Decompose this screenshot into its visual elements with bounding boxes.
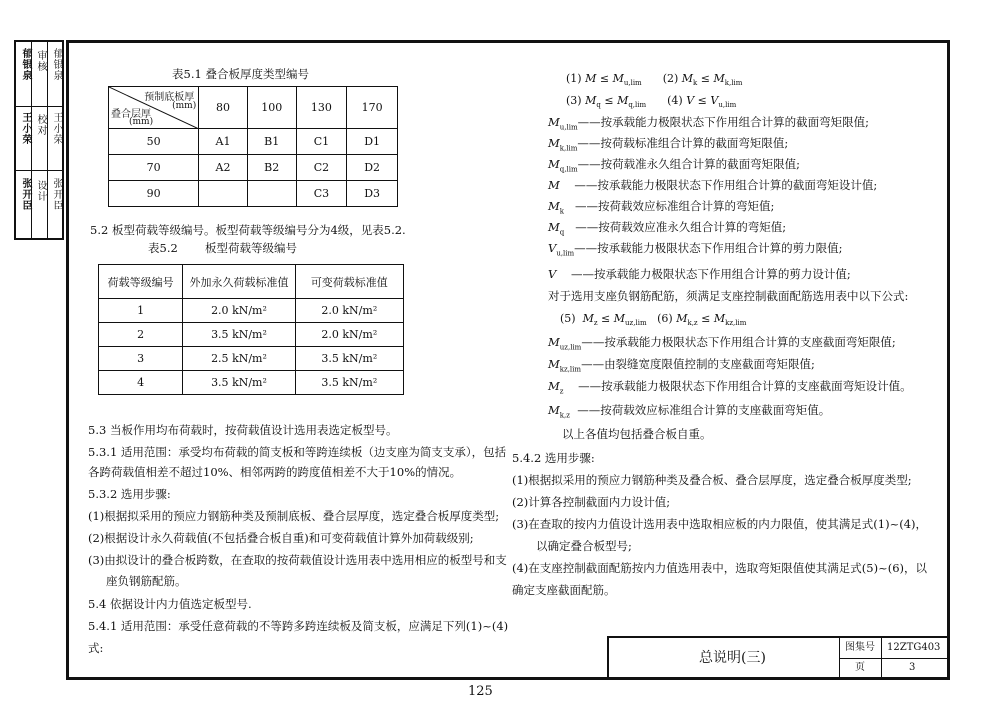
def-muz-lim: $M_{uz,lim}——$按承载能力极限状态下作用组合计算的支座截面弯矩限值; bbox=[548, 335, 896, 352]
dead-value: 2.0 bbox=[211, 304, 229, 317]
col-header: 130 bbox=[296, 87, 347, 129]
para-5-4-1-cont: 式: bbox=[88, 641, 104, 655]
table-cell: D2 bbox=[347, 155, 398, 181]
def-v: V ——按承载能力极限状态下作用组合计算的剪力设计值; bbox=[548, 267, 851, 281]
atlas-value: 12ZTG403 bbox=[887, 642, 941, 653]
unit: kN/m² bbox=[232, 328, 267, 341]
formula-5-6: (5) $M_z \le M_{uz,lim}$ (6) $M_{k,z} \le M_{kz,lim}$ bbox=[560, 312, 747, 328]
right-step-3: (3)在查取的按内力值设计选用表中选取相应板的内力限值，使其满足式(1)~(4)， bbox=[512, 517, 928, 531]
divider bbox=[16, 106, 62, 107]
header-dead-load: 外加永久荷载标准值 bbox=[183, 265, 295, 299]
dead-value: 3.5 bbox=[211, 376, 229, 389]
dead-load-cell bbox=[183, 299, 295, 323]
def-mq: $M_q$ ——按荷载效应准永久组合计算的弯矩值; bbox=[548, 220, 787, 237]
table-row bbox=[109, 129, 398, 155]
def-mk-lim: $M_{k,lim}——$按荷载标准组合计算的截面弯矩限值; bbox=[548, 136, 789, 153]
para-5-4: 5.4 依据设计内力值选定板型号. bbox=[88, 597, 252, 611]
approval-strip bbox=[14, 40, 64, 240]
divider bbox=[16, 170, 62, 171]
def-mkz-lim: $M_{kz,lim}——$由裂缝宽度限值控制的支座截面弯矩限值; bbox=[548, 357, 815, 374]
unit: kN/m² bbox=[232, 376, 267, 389]
unit: kN/m² bbox=[232, 352, 267, 365]
right-step-4-cont: 确定支座截面配筋。 bbox=[512, 583, 616, 597]
table-cell: C3 bbox=[296, 181, 347, 207]
table-5-1 bbox=[108, 86, 398, 207]
table-5-2-caption-title: 板型荷载等级编号 bbox=[205, 241, 297, 255]
proofer-name: 王小荣 bbox=[51, 112, 62, 145]
table-cell: B1 bbox=[247, 129, 296, 155]
reviewer-name: 郁银泉 bbox=[51, 48, 62, 81]
def-mkz: $M_{k,z}$ ——按荷载效应标准组合计算的支座截面弯矩值。 bbox=[548, 403, 831, 420]
def-mq-lim: $M_{q,lim}——$按荷载准永久组合计算的截面弯矩限值; bbox=[548, 157, 800, 174]
signature-1: 郁银泉 bbox=[20, 48, 31, 81]
para-5-4-2: 5.4.2 选用步骤: bbox=[512, 451, 595, 465]
live-value: 2.0 bbox=[321, 328, 339, 341]
table-5-2 bbox=[98, 264, 404, 395]
dead-value: 3.5 bbox=[211, 328, 229, 341]
header-level: 荷载等级编号 bbox=[99, 265, 183, 299]
para-5-3-2: 5.3.2 选用步骤: bbox=[88, 487, 171, 501]
role-label-proof: 校对 bbox=[35, 114, 46, 136]
table-row bbox=[99, 299, 404, 323]
step-1: (1)根据拟采用的预应力钢筋种类及预制底板、叠合层厚度，选定叠合板厚度类型; bbox=[88, 509, 500, 523]
table-row bbox=[109, 155, 398, 181]
unit: kN/m² bbox=[342, 304, 378, 317]
table-cell: A2 bbox=[199, 155, 248, 181]
divider bbox=[839, 658, 947, 659]
right-step-2: (2)计算各控制截面内力设计值; bbox=[512, 495, 671, 509]
role-label-review: 审核 bbox=[35, 50, 46, 72]
para-5-3-1-cont: 各跨荷载值相差不超过10%、相邻两跨的跨度值相差不大于10%的情况。 bbox=[88, 465, 462, 479]
def-vu-lim: $V_{u,lim}——$按承载能力极限状态下作用组合计算的剪力限值; bbox=[548, 241, 843, 258]
table-cell: C2 bbox=[296, 155, 347, 181]
support-intro: 对于选用支座负钢筋配筋，须满足支座控制截面配筋选用表中以下公式: bbox=[548, 289, 909, 303]
section-5-2: 5.2 板型荷载等级编号。板型荷载等级编号分为4级，见表5.2. bbox=[90, 223, 406, 237]
table-cell: D1 bbox=[347, 129, 398, 155]
live-load-cell bbox=[295, 299, 403, 323]
para-5-3: 5.3 当板作用均布荷载时，按荷载值设计选用表选定板型号。 bbox=[88, 423, 398, 437]
def-m: M ——按承载能力极限状态下作用组合计算的截面弯矩设计值; bbox=[548, 178, 878, 192]
dead-load-cell bbox=[183, 371, 295, 395]
table-row bbox=[109, 181, 398, 207]
table-cell bbox=[247, 181, 296, 207]
dead-load-cell bbox=[183, 347, 295, 371]
title-block bbox=[607, 636, 947, 678]
formula-3-4: (3) $M_q \le M_{q,lim}$ (4) $V \le V_{u,lim}$ bbox=[566, 94, 737, 110]
table-row bbox=[99, 323, 404, 347]
corner-left-label: 叠合层厚 bbox=[111, 109, 151, 120]
dead-value: 2.5 bbox=[211, 352, 229, 365]
page-label: 页 bbox=[855, 662, 865, 673]
live-value: 3.5 bbox=[321, 376, 339, 389]
table-cell bbox=[199, 181, 248, 207]
designer-name: 张开臣 bbox=[51, 178, 62, 211]
unit: kN/m² bbox=[342, 376, 378, 389]
row-label: 70 bbox=[109, 155, 199, 181]
step-3: (3)由拟设计的叠合板跨数，在查取的按荷载值设计选用表中选用相应的板型号和支 bbox=[88, 553, 507, 567]
def-mk: $M_k$ ——按荷载效应标准组合计算的弯矩值; bbox=[548, 199, 775, 216]
col-header: 170 bbox=[347, 87, 398, 129]
atlas-label: 图集号 bbox=[845, 642, 875, 653]
step-3-cont: 座负钢筋配筋。 bbox=[106, 574, 187, 588]
unit: kN/m² bbox=[342, 352, 378, 365]
table-cell: B2 bbox=[247, 155, 296, 181]
live-value: 2.0 bbox=[321, 304, 339, 317]
signature-3: 张开臣 bbox=[20, 178, 31, 211]
sheet-title: 总说明(三) bbox=[699, 650, 766, 666]
table-row bbox=[99, 371, 404, 395]
col-header: 100 bbox=[247, 87, 296, 129]
table-5-2-caption-num: 表5.2 bbox=[148, 241, 178, 255]
table-5-1-caption: 表5.1 叠合板厚度类型编号 bbox=[172, 67, 309, 81]
page-number: 125 bbox=[468, 684, 493, 699]
row-label: 90 bbox=[109, 181, 199, 207]
table-cell: A1 bbox=[199, 129, 248, 155]
page-value: 3 bbox=[909, 662, 916, 673]
table-cell: D3 bbox=[347, 181, 398, 207]
table-cell: C1 bbox=[296, 129, 347, 155]
row-label: 50 bbox=[109, 129, 199, 155]
table-row bbox=[99, 347, 404, 371]
formula-1-2: (1) $M \le M_{u,lim}$ (2) $M_k \le M_{k,lim}$ bbox=[566, 72, 743, 88]
corner-top-label: 预制底板厚 bbox=[144, 92, 195, 103]
table-corner-cell bbox=[109, 87, 199, 129]
live-load-cell bbox=[295, 371, 403, 395]
corner-left-unit: (mm) bbox=[129, 117, 154, 127]
def-mu-lim: $M_{u,lim}——$按承载能力极限状态下作用组合计算的截面弯矩限值; bbox=[548, 115, 870, 132]
level-cell: 4 bbox=[99, 371, 183, 395]
header-live-load: 可变荷载标准值 bbox=[295, 265, 403, 299]
live-load-cell bbox=[295, 323, 403, 347]
col-header: 80 bbox=[199, 87, 248, 129]
unit: kN/m² bbox=[342, 328, 378, 341]
para-5-3-1: 5.3.1 适用范围：承受均布荷载的简支板和等跨连续板（边支座为简支支承），包括 bbox=[88, 445, 507, 459]
dead-load-cell bbox=[183, 323, 295, 347]
para-5-4-1: 5.4.1 适用范围：承受任意荷载的不等跨多跨连续板及简支板，应满足下列(1)~(4) bbox=[88, 619, 509, 633]
self-weight-note: 以上各值均包括叠合板自重。 bbox=[562, 427, 712, 441]
level-cell: 1 bbox=[99, 299, 183, 323]
right-step-4: (4)在支座控制截面配筋按内力值选用表中，选取弯矩限值使其满足式(5)~(6)，以 bbox=[512, 561, 928, 575]
right-step-1: (1)根据拟采用的预应力钢筋种类及叠合板、叠合层厚度，选定叠合板厚度类型; bbox=[512, 473, 912, 487]
corner-top-unit: (mm) bbox=[172, 101, 197, 111]
right-step-3-cont: 以确定叠合板型号; bbox=[536, 539, 632, 553]
live-load-cell bbox=[295, 347, 403, 371]
role-label-design: 设计 bbox=[35, 180, 46, 202]
level-cell: 3 bbox=[99, 347, 183, 371]
live-value: 3.5 bbox=[321, 352, 339, 365]
level-cell: 2 bbox=[99, 323, 183, 347]
step-2: (2)根据设计永久荷载值(不包括叠合板自重)和可变荷载值计算外加荷载级别; bbox=[88, 531, 474, 545]
signature-2: 王小荣 bbox=[20, 112, 31, 145]
unit: kN/m² bbox=[232, 304, 267, 317]
def-mz: $M_z$ ——按承载能力极限状态下作用组合计算的支座截面弯矩设计值。 bbox=[548, 379, 912, 396]
